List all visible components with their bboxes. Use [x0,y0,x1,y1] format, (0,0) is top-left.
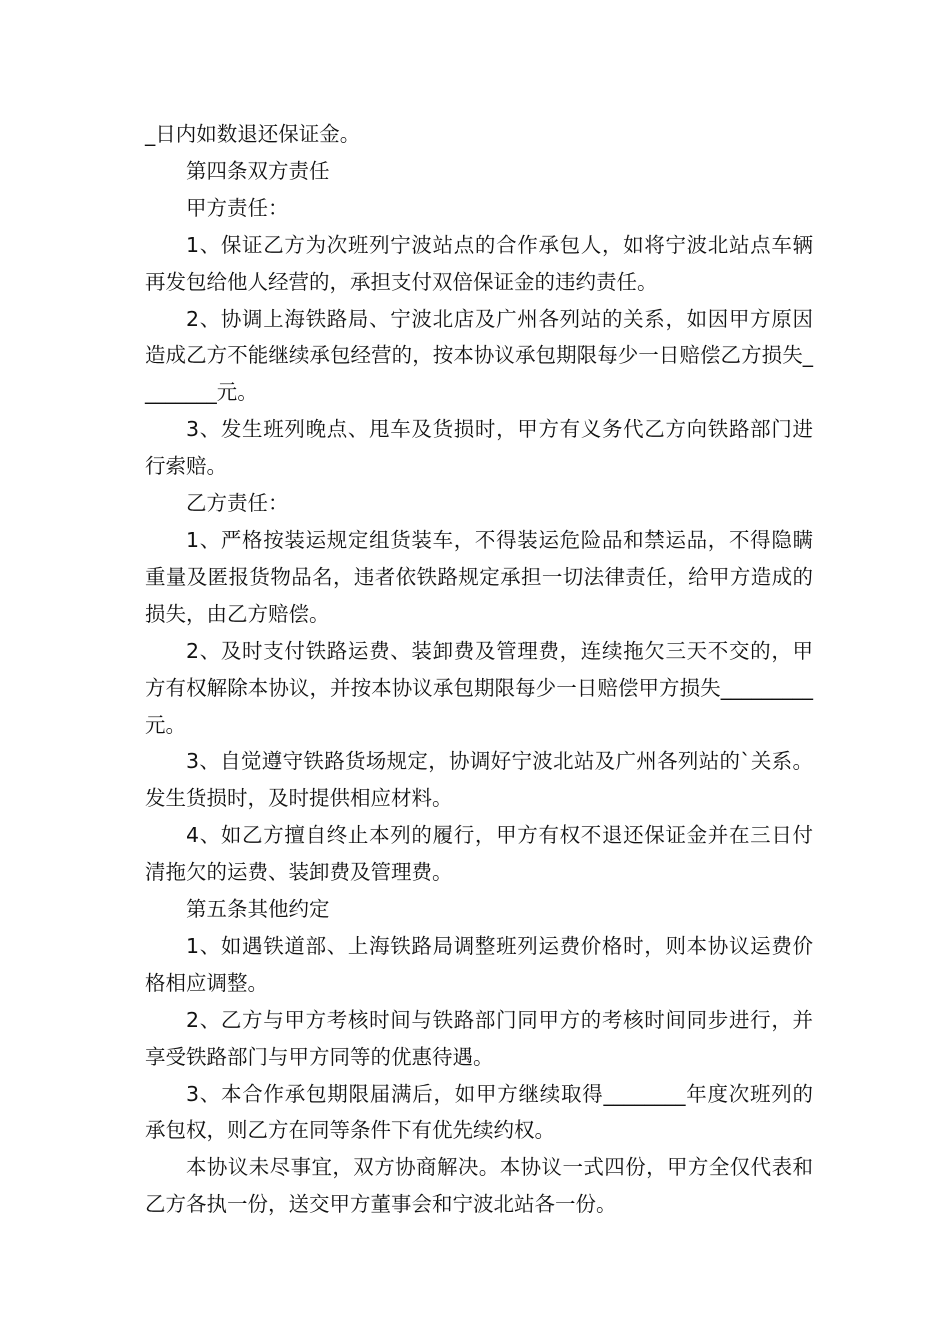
heading-article-5: 第五条其他约定 [186,897,330,922]
heading-party-b-duties: 乙方责任： [186,491,289,516]
paragraph-party-a-duty-1: 1、保证乙方为次班列宁波站点的合作承包人，如将宁波北站点车辆再发包给他人经营的，承担支付双倍保证金的违约责任。 [145,232,813,294]
paragraph-deposit-refund: _日内如数退还保证金。 [145,122,361,146]
paragraph-party-a-duty-3: 3、发生班列晚点、甩车及货损时，甲方有义务代乙方向铁路部门进行索赔。 [145,417,813,479]
paragraph-party-b-duty-3: 3、自觉遵守铁路货场规定，协调好宁波北站及广州各列站的`关系。发生货损时，及时提供相应材料。 [145,749,813,811]
paragraph-closing: 本协议未尽事宜，双方协商解决。本协议一式四份，甲方全仅代表和乙方各执一份，送交甲方董事会和宁波北站各一份。 [145,1155,813,1217]
paragraph-party-b-duty-4: 4、如乙方擅自终止本列的履行，甲方有权不退还保证金并在三日付清拖欠的运费、装卸费及管理费。 [145,823,813,885]
paragraph-party-b-duty-1: 1、严格按装运规定组货装车，不得装运危险品和禁运品，不得隐瞒重量及匿报货物品名，违者依铁路规定承担一切法律责任，给甲方造成的损失，由乙方赔偿。 [145,527,813,626]
paragraph-party-a-duty-2: 2、协调上海铁路局、宁波北店及广州各列站的关系，如因甲方原因造成乙方不能继续承包经营的，按本协议承包期限每少一日赔偿乙方损失________元。 [145,306,813,405]
heading-article-4: 第四条双方责任 [186,158,330,183]
paragraph-other-terms-1: 1、如遇铁道部、上海铁路局调整班列运费价格时，则本协议运费价格相应调整。 [145,933,813,995]
document-page [145,116,813,1223]
heading-party-a-duties: 甲方责任： [186,195,289,220]
paragraph-other-terms-2: 2、乙方与甲方考核时间与铁路部门同甲方的考核时间同步进行，并享受铁路部门与甲方同等的优惠待遇。 [145,1007,813,1069]
paragraph-other-terms-3: 3、本合作承包期限届满后，如甲方继续取得________年度次班列的承包权，则乙方在同等条件下有优先续约权。 [145,1081,813,1143]
paragraph-party-b-duty-2: 2、及时支付铁路运费、装卸费及管理费，连续拖欠三天不交的，甲方有权解除本协议，并按本协议承包期限每少一日赔偿甲方损失_________元。 [145,638,813,737]
